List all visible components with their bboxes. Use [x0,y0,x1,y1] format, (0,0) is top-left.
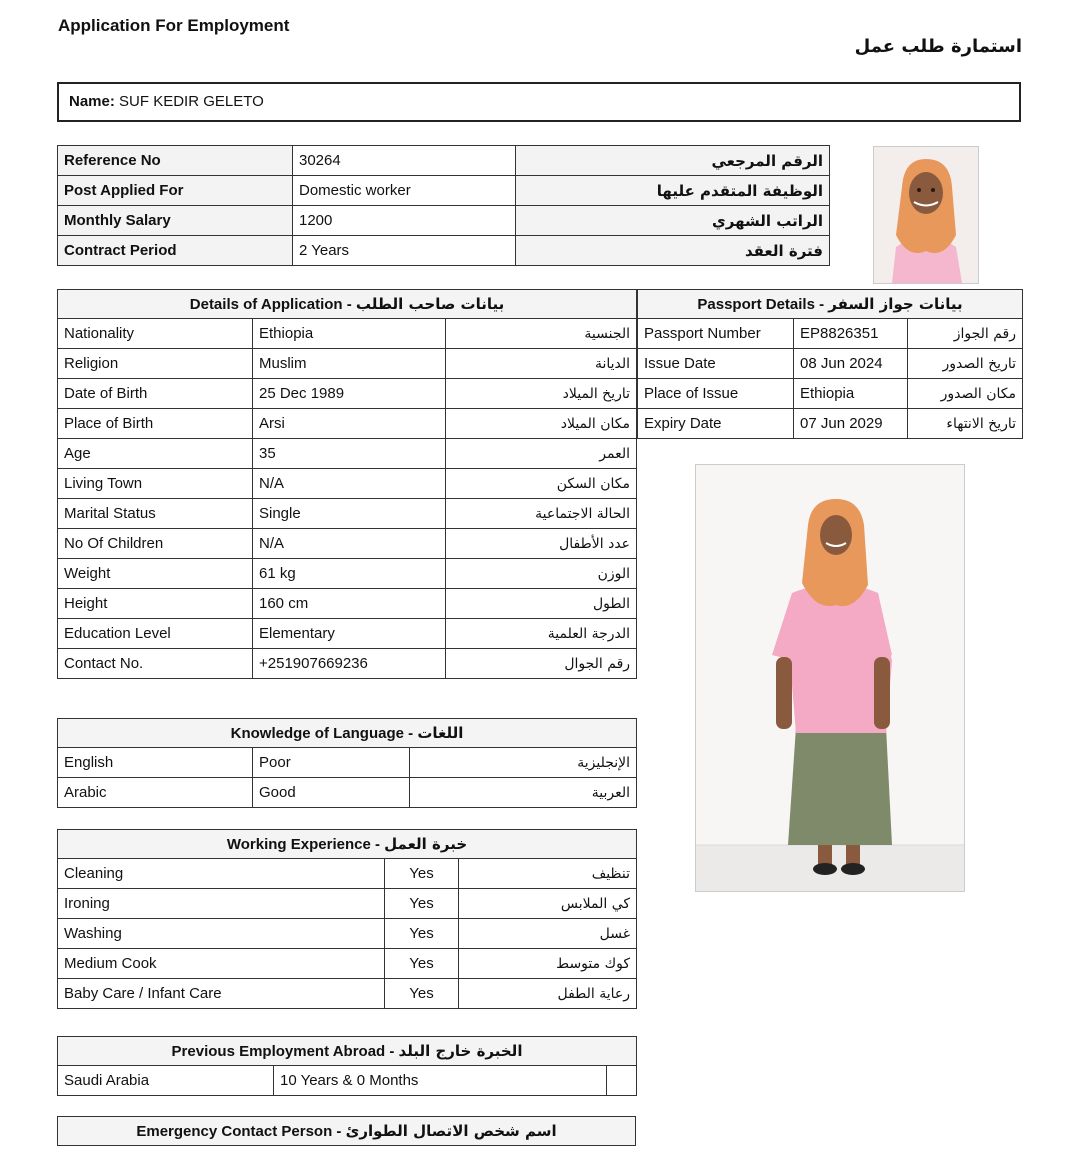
field-label: Date of Birth [58,379,253,409]
field-value: Yes [385,949,459,979]
passport-details-header [638,290,1023,319]
field-label-arabic: رقم الجوال [446,649,637,679]
table-row [58,748,637,778]
field-label-arabic: فترة العقد [516,236,830,266]
full-body-photo [695,464,965,892]
section-title: Passport Details - [697,296,829,313]
field-value: Poor [253,748,410,778]
field-label-arabic: العمر [446,439,637,469]
table-row [58,409,637,439]
field-label-arabic: الديانة [446,349,637,379]
field-label-arabic: رقم الجواز [908,319,1023,349]
emergency-contact-header [58,1117,636,1146]
field-label: Living Town [58,469,253,499]
experience-table [57,829,637,1009]
field-label-arabic: عدد الأطفال [446,529,637,559]
field-label-arabic: الوزن [446,559,637,589]
field-value: EP8826351 [794,319,908,349]
section-title: Previous Employment Abroad - [171,1043,399,1060]
page-title: Application For Employment [58,16,290,35]
table-row [638,349,1023,379]
field-label-arabic: كي الملابس [459,889,637,919]
applicant-name-box [57,82,1021,122]
field-label: English [58,748,253,778]
field-value: 07 Jun 2029 [794,409,908,439]
field-value: Single [253,499,446,529]
field-value: 30264 [293,146,516,176]
table-row [58,529,637,559]
field-label-arabic: الحالة الاجتماعية [446,499,637,529]
table-row [58,889,637,919]
field-label: Arabic [58,778,253,808]
field-label-arabic: تاريخ الانتهاء [908,409,1023,439]
field-label: Reference No [58,146,293,176]
section-title-arabic: بيانات جواز السفر [828,295,963,313]
field-value: Domestic worker [293,176,516,206]
field-value: Muslim [253,349,446,379]
section-title-arabic: بيانات صاحب الطلب [355,295,505,313]
table-row [58,439,637,469]
field-value: Yes [385,919,459,949]
section-title-arabic: اللغات [417,724,464,742]
applicant-name [69,93,264,110]
field-label-arabic: مكان السكن [446,469,637,499]
field-label: Issue Date [638,349,794,379]
table-row [58,146,830,176]
field-label: Height [58,589,253,619]
language-table [57,718,637,808]
table-header-row [58,290,637,319]
page-title-arabic: استمارة طلب عمل [854,36,1022,57]
portrait-illustration [874,147,978,283]
field-label: Baby Care / Infant Care [58,979,385,1009]
field-label: Monthly Salary [58,206,293,236]
field-label-arabic: مكان الصدور [908,379,1023,409]
field-label-arabic: الإنجليزية [410,748,637,778]
field-label-arabic: غسل [459,919,637,949]
table-row [58,176,830,206]
field-value: Yes [385,979,459,1009]
field-label-arabic: تنظيف [459,859,637,889]
field-value: N/A [253,529,446,559]
summary-table [57,145,830,266]
experience-header [58,830,637,859]
full-body-illustration [696,465,964,891]
previous-employment-table [57,1036,637,1096]
table-header-row [58,719,637,748]
section-title: Knowledge of Language - [230,725,418,742]
field-label-arabic: الراتب الشهري [516,206,830,236]
table-row [58,499,637,529]
table-row [58,619,637,649]
field-label-arabic: الطول [446,589,637,619]
table-row [638,379,1023,409]
emergency-contact-table [57,1116,636,1146]
name-value: SUF KEDIR GELETO [119,93,264,110]
field-label-arabic: تاريخ الصدور [908,349,1023,379]
field-label: Education Level [58,619,253,649]
section-title: Details of Application - [189,296,356,313]
field-label: Religion [58,349,253,379]
table-header-row [58,1037,637,1066]
field-label-arabic: العربية [410,778,637,808]
field-label: Age [58,439,253,469]
field-label: Nationality [58,319,253,349]
field-label: No Of Children [58,529,253,559]
table-row [58,469,637,499]
field-value: Yes [385,889,459,919]
application-details-table [57,289,637,679]
field-value: Good [253,778,410,808]
field-value: Elementary [253,619,446,649]
field-value: 2 Years [293,236,516,266]
field-label: Weight [58,559,253,589]
field-value: N/A [253,469,446,499]
summary-rows [58,146,830,266]
field-label: Cleaning [58,859,385,889]
field-value: Yes [385,859,459,889]
field-label: Ironing [58,889,385,919]
field-label-arabic: مكان الميلاد [446,409,637,439]
field-label: Place of Birth [58,409,253,439]
field-label-arabic: الجنسية [446,319,637,349]
field-label-arabic: تاريخ الميلاد [446,379,637,409]
table-row [58,349,637,379]
empty-cell [607,1066,637,1096]
previous-country: Saudi Arabia [58,1066,274,1096]
field-label: Contact No. [58,649,253,679]
table-row [638,319,1023,349]
field-label-arabic: رعاية الطفل [459,979,637,1009]
portrait-photo [873,146,979,284]
table-row [638,409,1023,439]
field-label: Contract Period [58,236,293,266]
field-value: Ethiopia [253,319,446,349]
previous-employment-header [58,1037,637,1066]
section-title: Working Experience - [226,836,385,853]
field-value: Ethiopia [794,379,908,409]
section-title-arabic: اسم شخص الاتصال الطوارئ [345,1122,557,1140]
field-label: Washing [58,919,385,949]
table-row [58,236,830,266]
table-row [58,859,637,889]
field-label-arabic: كوك متوسط [459,949,637,979]
field-value: +251907669236 [253,649,446,679]
field-value: 160 cm [253,589,446,619]
table-row [58,379,637,409]
table-row [58,589,637,619]
table-row [58,949,637,979]
table-row [58,778,637,808]
table-row [58,206,830,236]
name-label: Name: [69,93,115,110]
section-title-arabic: الخبرة خارج البلد [398,1042,523,1060]
field-label: Place of Issue [638,379,794,409]
table-header-row [58,1117,636,1146]
section-title: Emergency Contact Person - [136,1123,346,1140]
table-row [58,1066,637,1096]
field-label: Medium Cook [58,949,385,979]
application-details-header [58,290,637,319]
field-label: Passport Number [638,319,794,349]
field-value: 35 [253,439,446,469]
field-label-arabic: الرقم المرجعي [516,146,830,176]
table-header-row [58,830,637,859]
previous-duration: 10 Years & 0 Months [274,1066,607,1096]
field-value: 61 kg [253,559,446,589]
field-value: 08 Jun 2024 [794,349,908,379]
table-row [58,979,637,1009]
language-header [58,719,637,748]
section-title-arabic: خبرة العمل [384,835,468,853]
field-value: 25 Dec 1989 [253,379,446,409]
field-value: Arsi [253,409,446,439]
field-label-arabic: الوظيفة المتقدم عليها [516,176,830,206]
table-header-row [638,290,1023,319]
field-value: 1200 [293,206,516,236]
field-label: Expiry Date [638,409,794,439]
table-row [58,919,637,949]
field-label-arabic: الدرجة العلمية [446,619,637,649]
passport-details-table [637,289,1023,439]
table-row [58,319,637,349]
table-row [58,559,637,589]
field-label: Post Applied For [58,176,293,206]
table-row [58,649,637,679]
field-label: Marital Status [58,499,253,529]
